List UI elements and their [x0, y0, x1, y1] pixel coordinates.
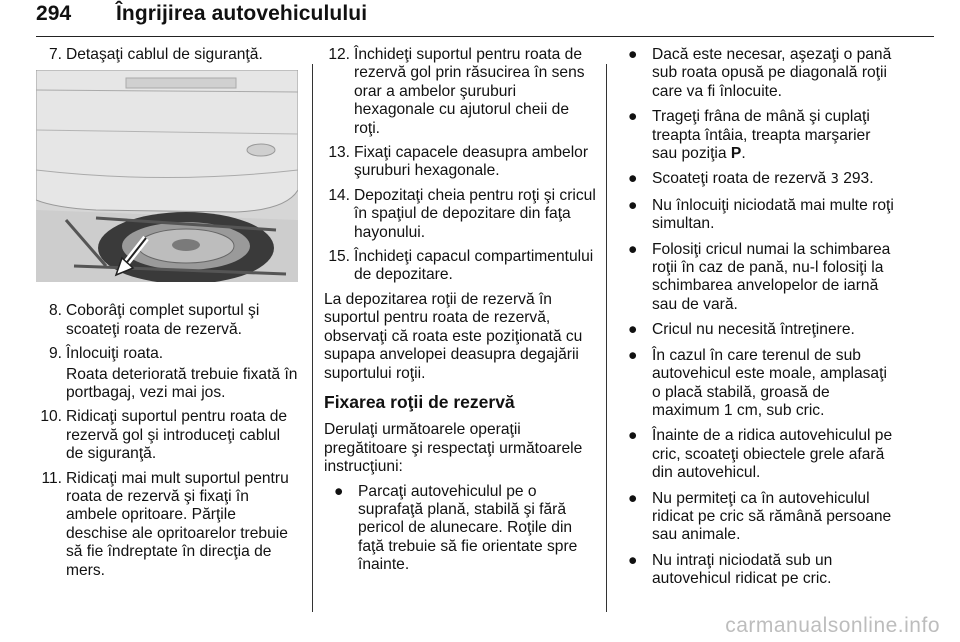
step-number: 7. — [48, 46, 62, 63]
column-1 — [36, 46, 298, 586]
section-heading: Fixarea roţii de rezervă — [324, 391, 515, 412]
bullet-text: Trageţi frâna de mână şi cuplaţi treapta întâia, treapta marşarier sau poziţia — [652, 108, 871, 163]
bullet-item — [618, 197, 894, 234]
step-text: Ridicaţi mai mult suportul pentru roata de rezervă şi fixaţi în ambele opritoare. Părţile deschise ale opritoarelor trebuie să fie îndreptate în direcţia de mers. — [66, 469, 289, 579]
bullet-item — [618, 490, 894, 545]
bullet-text: Parcaţi autovehiculul pe o suprafaţă plană, stabilă şi fără pericol de alunecare. Roţile din faţă trebuie să fie orientate spre înainte. — [358, 482, 578, 574]
bullet-text: Înainte de a ridica autovehiculul pe cric, scoateţi obiectele grele afară din autovehicul. — [652, 427, 893, 482]
step-11 — [36, 470, 298, 580]
section-intro: Derulaţi următoarele operaţii pregătitoare şi respectaţi următoarele instrucţiuni: — [324, 421, 583, 476]
watermark: carmanualsonline.info — [725, 614, 940, 637]
bullet-text: În cazul în care terenul de sub autovehicul este moale, amplasaţi o placă stabilă, groasă de maximum 1 cm, sub cric. — [652, 346, 887, 419]
column-divider — [312, 64, 313, 612]
step-text: Coborâţi complet suportul şi scoateţi roata de rezervă. — [66, 302, 260, 338]
step-text: Înlocuiţi roata. — [66, 345, 164, 363]
bullet-item — [618, 108, 894, 163]
bullet-text: Scoateţi roata de rezervă — [652, 170, 827, 188]
step-text: Depozitaţi cheia pentru roţi şi cricul în spaţiul de depozitare din faţa hayonului. — [354, 186, 596, 241]
bullet-icon: ● — [628, 108, 638, 126]
step-number: 12. — [328, 46, 350, 63]
step-9-note: Roata deteriorată trebuie fixată în portbagaj, vezi mai jos. — [66, 365, 298, 402]
step-15 — [324, 248, 596, 285]
step-number: 8. — [48, 302, 62, 320]
header-rule — [36, 36, 934, 37]
step-13 — [324, 144, 596, 181]
bullet-icon: ● — [628, 427, 638, 445]
step-text: Închideţi capacul compartimentului de depozitare. — [354, 248, 594, 284]
step-number: 14. — [328, 186, 350, 204]
bullet-icon: ● — [628, 170, 638, 188]
bullet-icon: ● — [628, 489, 638, 507]
page-reference-arrow-icon[interactable]: 3 — [830, 172, 839, 188]
step-text: Închideţi suportul pentru roata de rezervă gol prin răsucirea în sens orar a ambelor şuruburi hexagonale cu ajutorul cheii de roţi. — [354, 46, 585, 137]
spare-wheel-illustration — [36, 70, 298, 282]
bullet-item — [324, 483, 596, 575]
bullet-icon: ● — [628, 196, 638, 214]
bullet-icon: ● — [628, 346, 638, 364]
column-divider — [606, 64, 607, 612]
step-12 — [324, 46, 596, 138]
bullet-item — [618, 241, 894, 315]
step-number: 9. — [48, 345, 62, 363]
bullet-text: Nu intraţi niciodată sub un autovehicul ridicat pe cric. — [652, 551, 833, 588]
period: . — [741, 145, 746, 163]
bullet-icon: ● — [628, 321, 638, 339]
step-number: 15. — [328, 248, 350, 266]
step-9 — [36, 345, 298, 363]
bullet-icon: ● — [628, 240, 638, 258]
storage-note: La depozitarea roţii de rezervă în suportul pentru roata de rezervă, observaţi că roata este poziţionată cu supapa anvelopei deasupra degajării suportului roţii. — [324, 290, 583, 382]
step-number: 11. — [41, 469, 62, 487]
bullet-icon: ● — [628, 551, 638, 569]
step-text: Fixaţi capacele deasupra ambelor şuruburi hexagonale. — [354, 144, 589, 180]
bullet-item — [618, 170, 894, 189]
page-title: Îngrijirea autovehiculului — [116, 2, 368, 25]
bullet-item — [618, 46, 894, 101]
bullet-icon: ● — [334, 482, 344, 500]
column-3 — [618, 46, 894, 596]
step-7 — [36, 46, 298, 64]
bullet-item — [618, 552, 894, 589]
step-text: Detaşaţi cablul de siguranţă. — [66, 46, 263, 63]
step-text: Ridicaţi suportul pentru roata de rezervă gol şi introduceţi cablul de siguranţă. — [66, 408, 288, 463]
step-10 — [36, 408, 298, 463]
bullet-item — [618, 347, 894, 421]
gear-position-p: P — [730, 145, 742, 163]
bullet-item — [618, 427, 894, 482]
page-header — [36, 2, 367, 26]
page-number: 294 — [36, 2, 72, 25]
bullet-item — [618, 321, 894, 339]
bullet-text: Nu înlocuiţi niciodată mai multe roţi simultan. — [652, 196, 894, 233]
bullet-text: Cricul nu necesită întreţinere. — [652, 321, 855, 339]
step-8 — [36, 302, 298, 339]
column-2 — [324, 46, 596, 582]
step-number: 13. — [328, 144, 350, 162]
spare-wheel-drawing — [36, 70, 298, 282]
bullet-text: Nu permiteţi ca în autovehiculul ridicat pe cric să rămână persoane sau animale. — [652, 489, 892, 544]
bullet-text: Dacă este necesar, aşezaţi o pană sub roata opusă pe diagonală roţii care va fi înlocuite. — [652, 46, 892, 100]
page-reference[interactable]: 293. — [843, 170, 874, 188]
step-14 — [324, 187, 596, 242]
bullet-icon: ● — [628, 46, 638, 63]
bullet-text: Folosiţi cricul numai la schimbarea roţii în caz de pană, nu-l folosiţi la schimbarea anvelopelor de iarnă sau de vară. — [652, 240, 891, 313]
step-number: 10. — [40, 408, 62, 426]
